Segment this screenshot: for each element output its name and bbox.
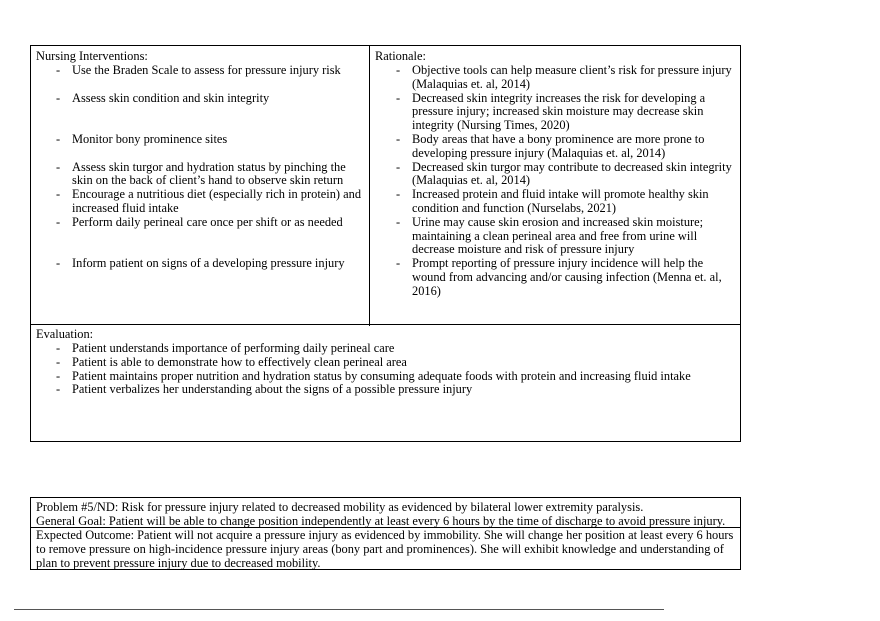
rationale-item: - Urine may cause skin erosion and increased skin moisture; maintaining a clean perineal area and free from urine will decrease moisture and risk of pressure injury <box>396 214 704 257</box>
evaluation-heading: Evaluation: <box>36 327 94 341</box>
rationale-item: - Objective tools can help measure client’s risk for pressure injury (Malaquias et. al, 2014) <box>396 63 732 91</box>
interventions-list <box>56 63 364 271</box>
intervention-item: - Assess skin turgor and hydration status by pinching the skin on the back of client’s hand to observe skin return <box>56 159 346 188</box>
footer-rule <box>14 609 664 610</box>
column-divider <box>369 45 370 326</box>
intervention-item: - Use the Braden Scale to assess for pressure injury risk <box>56 63 341 77</box>
intervention-item: - Perform daily perineal care once per shift or as needed <box>56 214 343 229</box>
rationale-item: - Body areas that have a bony prominence are more prone to developing pressure injury (Malaquias et. al, 2014) <box>396 131 705 160</box>
intervention-item: - Assess skin condition and skin integrity <box>56 90 270 105</box>
problem-table <box>30 497 741 570</box>
rationale-item: - Prompt reporting of pressure injury incidence will help the wound from advancing and/or causing infection (Menna et. al, 2016) <box>396 256 722 298</box>
rationale-item: - Decreased skin integrity increases the risk for developing a pressure injury; increased skin moisture may decrease skin integrity (Nursing Times, 2020) <box>396 90 706 133</box>
evaluation-list <box>56 341 736 397</box>
evaluation-item: - Patient understands importance of performing daily perineal care <box>56 341 395 355</box>
interventions-heading: Nursing Interventions: <box>36 49 148 63</box>
intervention-item: - Monitor bony prominence sites <box>56 131 228 146</box>
rationale-heading: Rationale: <box>375 49 426 63</box>
expected-outcome: Expected Outcome: Patient will not acquire a pressure injury as evidenced by immobility. She will change her position at least every 6 hours to remove pressure on high-incidence pressure injury areas (bony part and prominences). She will exhibit knowledge and understanding of plan to prevent pressure injury due to decreased mobility. <box>36 528 734 570</box>
rationale-list <box>396 63 736 299</box>
row-divider <box>30 324 741 325</box>
problem-statement: Problem #5/ND: Risk for pressure injury related to decreased mobility as evidenced by bilateral lower extremity paralysis. <box>36 500 644 514</box>
evaluation-item: - Patient is able to demonstrate how to effectively clean perineal area <box>56 354 407 369</box>
evaluation-item: - Patient verbalizes her understanding about the signs of a possible pressure injury <box>56 382 473 397</box>
intervention-item: - Inform patient on signs of a developing pressure injury <box>56 256 345 271</box>
general-goal: General Goal: Patient will be able to change position independently at least every 6 hours by the time of discharge to avoid pressure injury. <box>36 513 726 528</box>
intervention-item: - Encourage a nutritious diet (especially rich in protein) and increased fluid intake <box>56 187 362 215</box>
evaluation-item: - Patient maintains proper nutrition and hydration status by consuming adequate foods with protein and increasing fluid intake <box>56 368 691 383</box>
rationale-item: - Increased protein and fluid intake will promote healthy skin condition and function (Nurselabs, 2021) <box>396 187 709 215</box>
rationale-item: - Decreased skin turgor may contribute to decreased skin integrity (Malaquias et. al, 2014) <box>396 159 732 188</box>
